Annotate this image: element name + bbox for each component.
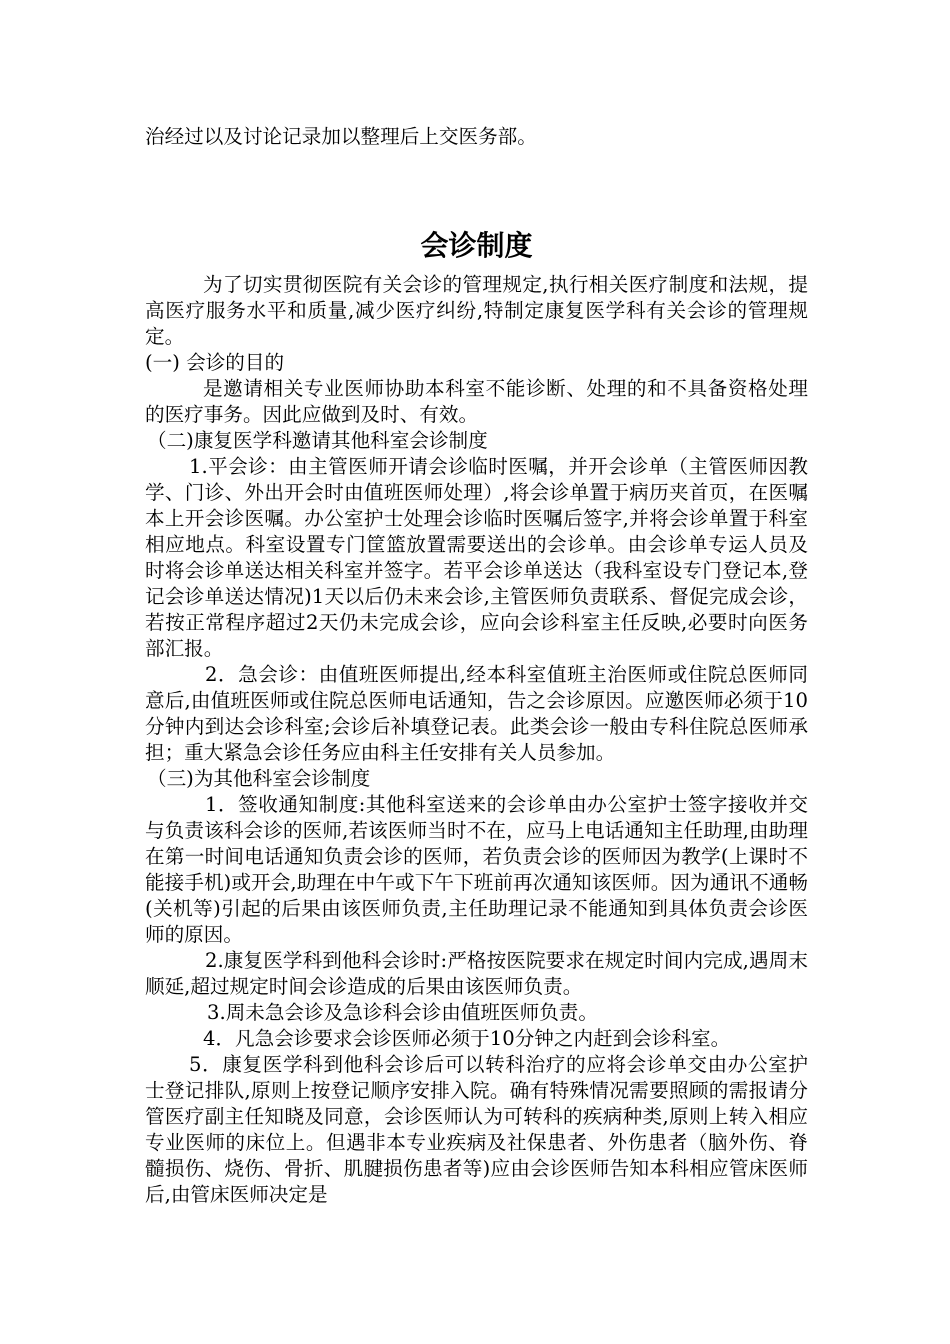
purpose-paragraph: 是邀请相关专业医师协助本科室不能诊断、处理的和不具备资格处理的医疗事务。因此应做到及时、有效。 [145, 377, 808, 426]
ten-minute-rule-paragraph: 4．凡急会诊要求会诊医师必须于10分钟之内赶到会诊科室。 [203, 1027, 731, 1050]
section-heading-purpose: (一) 会诊的目的 [145, 351, 285, 374]
section-heading-inviting-consultation: （二)康复医学科邀请其他科室会诊制度 [147, 429, 488, 452]
visit-other-dept-paragraph: 2.康复医学科到他科会诊时:严格按医院要求在规定时间内完成,遇周末顺延,超过规定时间会诊造成的后果由该医师负责。 [145, 949, 808, 998]
continuation-text: 治经过以及讨论记录加以整理后上交医务部。 [145, 125, 537, 148]
section-heading-consulting-others: （三)为其他科室会诊制度 [147, 767, 371, 790]
intro-paragraph: 为了切实贯彻医院有关会诊的管理规定,执行相关医疗制度和法规，提高医疗服务水平和质量,减少医疗纠纷,特制定康复医学科有关会诊的管理规定。 [145, 273, 808, 348]
document-body [145, 272, 808, 1208]
document-title: 会诊制度 [420, 229, 533, 262]
weekend-urgent-paragraph: 3.周未急会诊及急诊科会诊由值班医师负责。 [207, 1001, 598, 1024]
transfer-paragraph: 5．康复医学科到他科会诊后可以转科治疗的应将会诊单交由办公室护士登记排队,原则上按登记顺序安排入院。确有特殊情况需要照顾的需报请分管医疗副主任知晓及同意，会诊医师认为可转科的疾病种类,原则上转入相应专业医师的床位上。但遇非本专业疾病及社保患者、外伤患者（脑外伤、脊髓损伤、烧伤、骨折、肌腱损伤患者等)应由会诊医师告知本科相应管床医师后,由管床医师决定是 [145, 1053, 808, 1206]
regular-consultation-paragraph: 1.平会诊：由主管医师开请会诊临时医嘱，并开会诊单（主管医师因教学、门诊、外出开会时由值班医师处理）,将会诊单置于病历夹首页，在医嘱本上开会诊医嘱。办公室护士处理会诊临时医嘱后签字,并将会诊单置于科室相应地点。科室设置专门筐篮放置需要送出的会诊单。由会诊单专运人员及时将会诊单送达相关科室并签字。若平会诊单送达（我科室设专门登记本,登记会诊单送达情况)1天以后仍未来会诊,主管医师负责联系、督促完成会诊，若按正常程序超过2天仍未完成会诊，应向会诊科室主任反映,必要时向医务部汇报。 [145, 455, 808, 660]
sign-notice-paragraph: 1．签收通知制度:其他科室送来的会诊单由办公室护士签字接收并交与负责该科会诊的医师,若该医师当时不在，应马上电话通知主任助理,由助理在第一时间电话通知负责会诊的医师，若负责会诊的医师因为教学(上课时不能接手机)或开会,助理在中午或下午下班前再次通知该医师。因为通讯不通畅(关机等)引起的后果由该医师负责,主任助理记录不能通知到具体负责会诊医师的原因。 [145, 793, 808, 946]
urgent-consultation-paragraph: 2．急会诊：由值班医师提出,经本科室值班主治医师或住院总医师同意后,由值班医师或住院总医师电话通知，告之会诊原因。应邀医师必须于10分钟内到达会诊科室;会诊后补填登记表。此类会诊一般由专科住院总医师承担；重大紧急会诊任务应由科主任安排有关人员参加。 [145, 663, 808, 764]
